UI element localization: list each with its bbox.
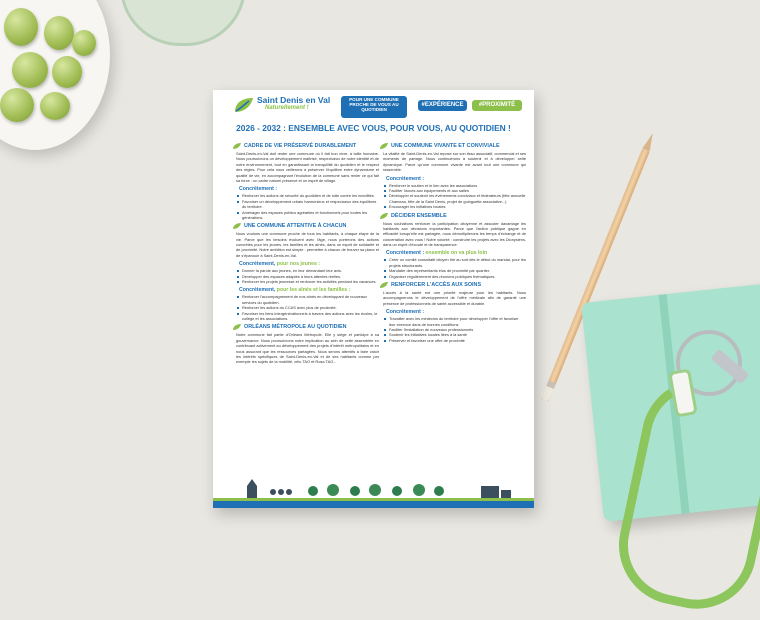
concretement-heading: Concrètement : xyxy=(239,186,278,193)
person-icon xyxy=(278,489,284,495)
grape xyxy=(52,56,82,88)
pencil-tip xyxy=(642,132,656,152)
list-item: Organiser régulièrement des réunions publiques thématiques. xyxy=(384,274,526,279)
list-item: Encourager les initiatives locales xyxy=(384,204,526,209)
leaf-icon xyxy=(233,143,241,149)
glass xyxy=(120,0,246,46)
grape xyxy=(72,30,96,56)
church-icon xyxy=(247,486,257,498)
concretement-label: Concrètement : xyxy=(386,250,425,257)
list-item: Mandater des représentants élus de proximité par quartier. xyxy=(384,268,526,273)
page-title: 2026 - 2032 : ENSEMBLE AVEC VOUS, POUR VOUS, AU QUOTIDIEN ! xyxy=(236,123,511,133)
section-text: Notre commune fait partie d'Orléans Métropole. Elle y siège et participe à sa gouvernance. Nous poursuivrons notre implication au sein de cette assemblée en contribuant activement au développement des projets d'intérêt métropolitains et en nous assurant que les ressources partagées. Nous serons attentifs à faire valoir les intérêts spécifiques de Saint-Denis-en-Val et de ses habitants comme par exemple les sujets de la mobilité, vélo TAO et Rosa TAO... xyxy=(236,332,379,365)
list-item: Préserver et favoriser une offre de proximité xyxy=(384,338,526,343)
tag-experience: #EXPÉRIENCE xyxy=(418,100,467,111)
tree-icon xyxy=(308,486,318,496)
list-item: Favoriser les liens intergénérationnels à travers des actions avec les écoles, le collège et les associations. xyxy=(237,311,379,322)
tree-icon xyxy=(392,486,402,496)
tree-icon xyxy=(350,486,360,496)
section-text: L'accès à la santé est une priorité majeure pour les habitants. Nous accompagnerons le développement de l'offre médicale afin de garantir une présence de professionnels de santé accessible et durable. xyxy=(383,290,526,306)
list-item: Renforcer l'accompagnement de nos aînés en développant de nouveaux services du quotidien. xyxy=(237,294,379,305)
list-item: Renforcer les projets jeunesse et renforcer les activités pendant les vacances. xyxy=(237,279,379,284)
section-header xyxy=(380,213,526,219)
concretement-highlight: pour les aînés et les familles : xyxy=(276,287,351,294)
section-header xyxy=(233,324,379,330)
grape xyxy=(40,92,70,120)
concretement-heading: Concrètement : xyxy=(386,175,425,182)
section-title: UNE COMMUNE ATTENTIVE À CHACUN xyxy=(244,223,347,230)
section-header xyxy=(233,223,379,229)
concretement-heading xyxy=(386,250,526,256)
footer-grass xyxy=(213,498,534,501)
grape xyxy=(4,8,38,46)
list-item: Donner la parole aux jeunes, en leur demandant leur avis. xyxy=(237,268,379,273)
concretement-heading xyxy=(239,261,379,267)
tree-icon xyxy=(327,484,339,496)
list-item: Créer un comité consultatif citoyen tiré au sort dès le début du mandat, pour les projets structurants. xyxy=(384,257,526,268)
tag-proximite: #PROXIMITÉ xyxy=(472,100,522,111)
leaf-icon xyxy=(233,223,241,229)
list-item: Travailler avec les médecins du territoire pour développer l'offre et favoriser leur exercice dans de bonnes conditions xyxy=(384,316,526,327)
bullet-list xyxy=(237,268,379,284)
person-icon xyxy=(286,489,292,495)
list-item: Soutenir les initiatives locales liées à la santé xyxy=(384,332,526,337)
leaf-icon xyxy=(233,324,241,330)
list-item: Faciliter l'accès aux équipements et aux salles xyxy=(384,188,526,193)
building-icon xyxy=(501,490,511,498)
section-header xyxy=(380,282,526,288)
church-roof-icon xyxy=(247,479,257,486)
tag-commune: POUR UNE COMMUNE PROCHE DE VOUS AU QUOTIDIEN xyxy=(341,96,407,118)
tree-icon xyxy=(369,484,381,496)
brand-name: Saint Denis en Val xyxy=(257,95,331,105)
section-text: Saint-Denis-en-Val doit rester une commune où il fait bon vivre, à taille humaine. Nous poursuivrons un développement maîtrisé, respectueux de notre identité et de notre environnement, tout en garantissant la tranquillité du quotidien et le respect des règles. Pour cela nous veillerons à préserver l'équilibre entre dynamisme et qualité de vie, en accompagnant l'évolution de la commune sans renier ce qui fait sa force : un cadre naturel préservé et un esprit de village. xyxy=(236,151,379,183)
grape xyxy=(12,52,48,88)
pencil-eraser xyxy=(541,386,554,402)
brand-tagline: Naturellement ! xyxy=(265,105,309,111)
tree-icon xyxy=(413,484,425,496)
footer-illustration xyxy=(213,478,534,508)
concretement-heading xyxy=(239,287,379,293)
left-column xyxy=(233,140,379,365)
section-title: RENFORCER L'ACCÈS AUX SOINS xyxy=(391,282,482,289)
list-item: Favoriser un développement urbain harmonieux et respectueux des équilibres du territoire. xyxy=(237,199,379,210)
leaf-icon xyxy=(380,213,388,219)
tree-icon xyxy=(434,486,444,496)
person-icon xyxy=(270,489,276,495)
leaf-icon xyxy=(380,143,388,149)
grape xyxy=(44,16,74,50)
section-header xyxy=(380,143,526,149)
concretement-label: Concrètement, xyxy=(239,261,276,268)
list-item: Développer des espaces adaptés à leurs attentes réelles. xyxy=(237,274,379,279)
fruit-bowl xyxy=(0,0,110,150)
concretement-highlight: ensemble on va plus loin xyxy=(425,250,488,257)
leaf-icon xyxy=(380,282,388,288)
grape xyxy=(0,88,34,122)
bullet-list xyxy=(384,257,526,279)
section-header xyxy=(233,143,379,149)
list-item: Faciliter l'installation de nouveaux professionnels xyxy=(384,327,526,332)
section-title: CADRE DE VIE PRÉSERVÉ DURABLEMENT xyxy=(244,143,357,149)
section-title: DÉCIDER ENSEMBLE xyxy=(391,212,447,219)
section-title: UNE COMMUNE VIVANTE ET CONVIVIALE xyxy=(391,143,500,149)
bullet-list xyxy=(237,193,379,220)
bullet-list xyxy=(384,183,526,210)
section-text: La vitalité de Saint-Denis-en-Val repose sur son tissu associatif, commercial et ses moments de partage. Nous continuerons à soutenir et à développer cette dynamique. Parce qu'une commune vivante est avant tout une commune qui rassemble. xyxy=(383,151,526,173)
building-icon xyxy=(481,486,499,498)
list-item: Renforcer les actions du CCAS avec plus de proximité. xyxy=(237,305,379,310)
list-item: Renforcer le soutien et le lien avec les associations xyxy=(384,183,526,188)
flyer-header xyxy=(213,90,534,120)
list-item: Développer et soutenir les évènements conviviaux et fédérateurs (fête annuelle Chameau, fête de la Saint Denis, projet de guinguette associative...) xyxy=(384,193,526,204)
list-item: Renforcer les actions de sécurité du quotidien et de lutte contre les incivilités. xyxy=(237,193,379,198)
concretement-label: Concrètement, xyxy=(239,287,276,294)
concretement-highlight: pour nos jeunes : xyxy=(276,261,321,268)
bullet-list xyxy=(237,294,379,321)
bullet-list xyxy=(384,316,526,343)
section-title: ORLÉANS MÉTROPOLE AU QUOTIDIEN xyxy=(244,324,347,331)
section-text: Nous souhaitons renforcer la participation citoyenne et associer davantage les habitants aux décisions importantes. Parce que l'action publique gagne en efficacité lorsqu'elle est partagée, nous démultiplierons les temps d'échange et de concertation avec vous ! Notre volonté : construire les projets avec les Dionysiens, dans un esprit d'écoute et de transparence. xyxy=(383,220,526,248)
concretement-heading: Concrètement : xyxy=(386,309,425,316)
logo-icon xyxy=(233,96,255,114)
flyer xyxy=(213,90,534,508)
footer-ground xyxy=(213,500,534,508)
list-item: Aménager des espaces publics agréables et fonctionnels pour toutes les générations. xyxy=(237,210,379,221)
right-column xyxy=(380,140,526,343)
section-text: Nous voulons une commune proche de tous les habitants, à chaque étape de la vie. Parce que les besoins évoluent avec l'âge, nous porterons des actions concrètes pour les jeunes, les familles et les aînés, dans un esprit de solidarité et de proximité. Notre ambition est simple : permettre à chacun de trouver sa place et de s'épanouir à Saint-Denis-en-Val. xyxy=(236,231,379,258)
